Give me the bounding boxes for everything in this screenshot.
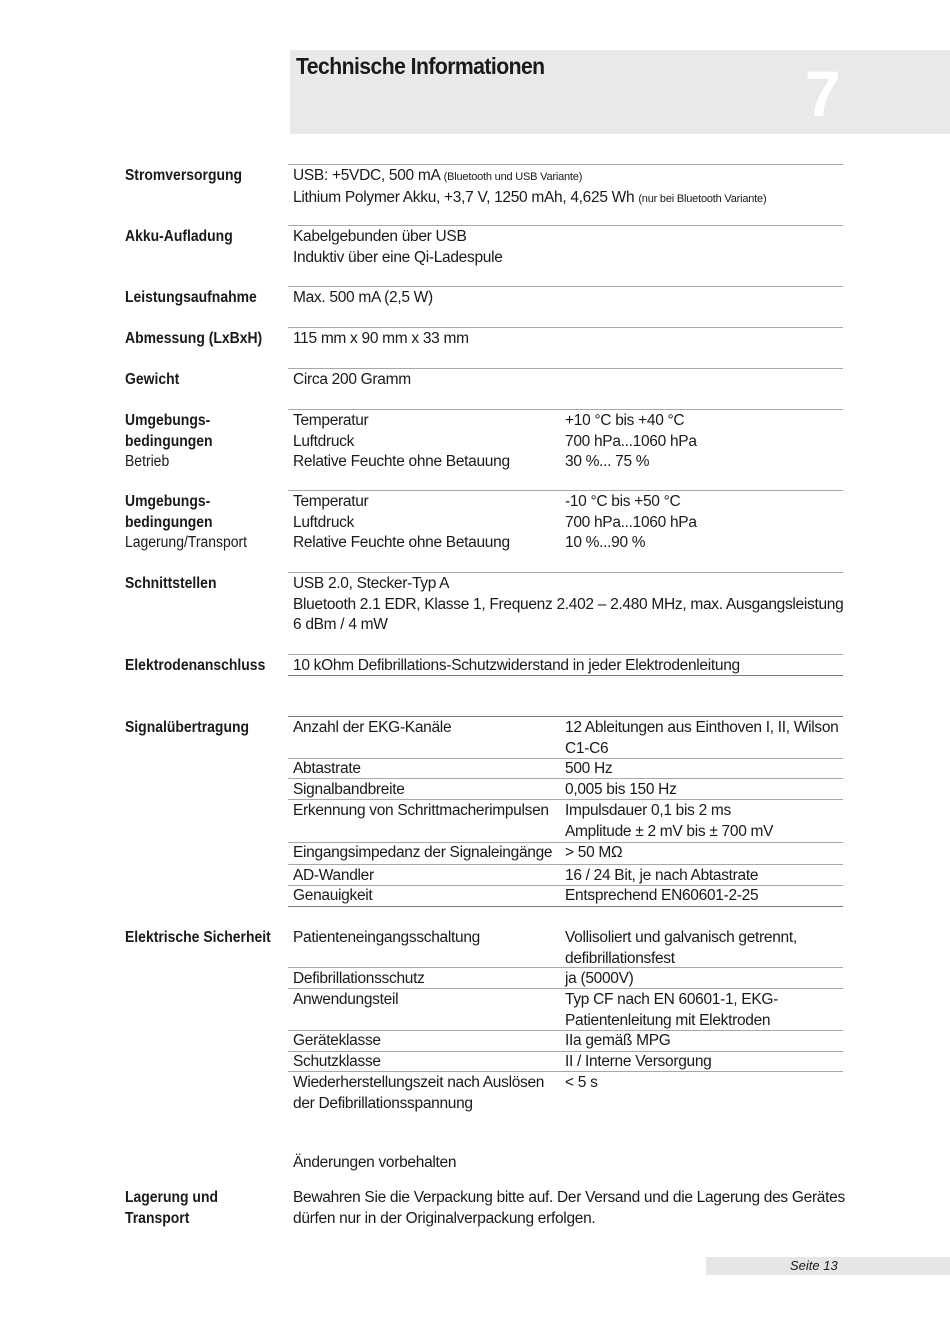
divider	[288, 864, 843, 865]
divider	[288, 164, 843, 165]
divider	[288, 906, 843, 907]
sicherheit-row-name: Anwendungsteil	[293, 991, 399, 1008]
sicherheit-row-value: II / Interne Versorgung	[565, 1053, 712, 1070]
sicherheit-row-value: Vollisoliert und galvanisch getrennt, defibrillationsfest	[565, 929, 797, 967]
divider	[288, 225, 843, 226]
sicherheit-row-value: ja (5000V)	[565, 970, 634, 987]
divider	[288, 967, 843, 968]
divider	[288, 286, 843, 287]
sicherheit-row-value: Typ CF nach EN 60601-1, EKG- Patientenleitung mit Elektroden	[565, 991, 779, 1029]
label-leistung: Leistungsaufnahme	[125, 289, 257, 306]
divider	[288, 327, 843, 328]
value-stromversorgung: USB: +5VDC, 500 mA (Bluetooth und USB Variante) Lithium Polymer Akku, +3,7 V, 1250 mAh, 4,625 Wh (nur bei Bluetooth Variante)	[293, 167, 767, 206]
sicherheit-row-name: Defibrillationsschutz	[293, 970, 425, 987]
label-abmessung: Abmessung (LxBxH)	[125, 330, 263, 347]
page-number: Seite 13	[790, 1258, 838, 1273]
divider	[288, 799, 843, 800]
signal-row-name: Abtastrate	[293, 760, 361, 777]
divider	[288, 1071, 843, 1072]
label-sicherheit: Elektrische Sicherheit	[125, 929, 271, 946]
label-umgebung-lagerung: Umgebungs- bedingungen Lagerung/Transport	[125, 493, 248, 551]
umgebung-lagerung-values: -10 °C bis +50 °C 700 hPa...1060 hPa 10 %...90 %	[565, 493, 697, 551]
label-stromversorgung: Stromversorgung	[125, 167, 243, 184]
value-leistung: Max. 500 mA (2,5 W)	[293, 289, 433, 306]
signal-row-name: Genauigkeit	[293, 887, 373, 904]
divider	[288, 368, 843, 369]
divider	[288, 654, 843, 655]
signal-row-name: Eingangsimpedanz der Signaleingänge	[293, 844, 553, 861]
value-gewicht: Circa 200 Gramm	[293, 371, 411, 388]
label-elektrode: Elektrodenanschluss	[125, 657, 266, 674]
umgebung-betrieb-names: Temperatur Luftdruck Relative Feuchte ohne Betauung	[293, 412, 510, 470]
sicherheit-row-value: IIa gemäß MPG	[565, 1032, 671, 1049]
signal-row-value: 16 / 24 Bit, je nach Abtastrate	[565, 867, 759, 884]
divider	[288, 675, 843, 676]
label-gewicht: Gewicht	[125, 371, 180, 388]
signal-row-value: 500 Hz	[565, 760, 613, 777]
changes-reserved-note: Änderungen vorbehalten	[293, 1154, 457, 1171]
sicherheit-row-name: Geräteklasse	[293, 1032, 381, 1049]
signal-row-value: > 50 MΩ	[565, 844, 623, 861]
signal-row-name: Signalbandbreite	[293, 781, 405, 798]
divider	[288, 572, 843, 573]
label-akku: Akku-Aufladung	[125, 228, 233, 245]
page-title: Technische Informationen	[296, 53, 545, 79]
umgebung-lagerung-names: Temperatur Luftdruck Relative Feuchte ohne Betauung	[293, 493, 510, 551]
umgebung-betrieb-values: +10 °C bis +40 °C 700 hPa...1060 hPa 30 %... 75 %	[565, 412, 697, 470]
divider	[288, 490, 843, 491]
label-schnittstellen: Schnittstellen	[125, 575, 217, 592]
divider	[288, 988, 843, 989]
value-elektrode: 10 kOhm Defibrillations-Schutzwiderstand in jeder Elektrodenleitung	[293, 657, 740, 674]
label-umgebung-betrieb: Umgebungs- bedingungen Betrieb	[125, 412, 213, 470]
signal-row-value: 12 Ableitungen aus Einthoven I, II, Wilson C1-C6	[565, 719, 839, 757]
sicherheit-row-value: < 5 s	[565, 1074, 598, 1091]
signal-row-name: Anzahl der EKG-Kanäle	[293, 719, 452, 736]
signal-row-value: Entsprechend EN60601-2-25	[565, 887, 759, 904]
sicherheit-row-name: Patienteneingangsschaltung	[293, 929, 480, 946]
sicherheit-row-name: Wiederherstellungszeit nach Auslösen der Defibrillationsspannung	[293, 1074, 545, 1112]
divider	[288, 778, 843, 779]
chapter-number: 7	[805, 58, 841, 130]
signal-row-name: Erkennung von Schrittmacherimpulsen	[293, 802, 549, 819]
value-lagerung: Bewahren Sie die Verpackung bitte auf. Der Versand und die Lagerung des Gerätes dürfen nur in der Originalverpackung erfolgen.	[293, 1189, 845, 1227]
label-lagerung: Lagerung und Transport	[125, 1189, 218, 1227]
signal-row-name: AD-Wandler	[293, 867, 374, 884]
sicherheit-row-name: Schutzklasse	[293, 1053, 381, 1070]
value-schnittstellen: USB 2.0, Stecker-Typ A Bluetooth 2.1 EDR, Klasse 1, Frequenz 2.402 – 2.480 MHz, max. Ausgangsleistung 6 dBm / 4 mW	[293, 575, 844, 633]
signal-row-value: 0,005 bis 150 Hz	[565, 781, 677, 798]
label-signal: Signalübertragung	[125, 719, 250, 736]
value-abmessung: 115 mm x 90 mm x 33 mm	[293, 330, 469, 347]
value-akku: Kabelgebunden über USB Induktiv über eine Qi-Ladespule	[293, 228, 503, 266]
divider	[288, 716, 843, 717]
divider	[288, 409, 843, 410]
signal-row-value: Impulsdauer 0,1 bis 2 ms Amplitude ± 2 mV bis ± 700 mV	[565, 802, 774, 840]
